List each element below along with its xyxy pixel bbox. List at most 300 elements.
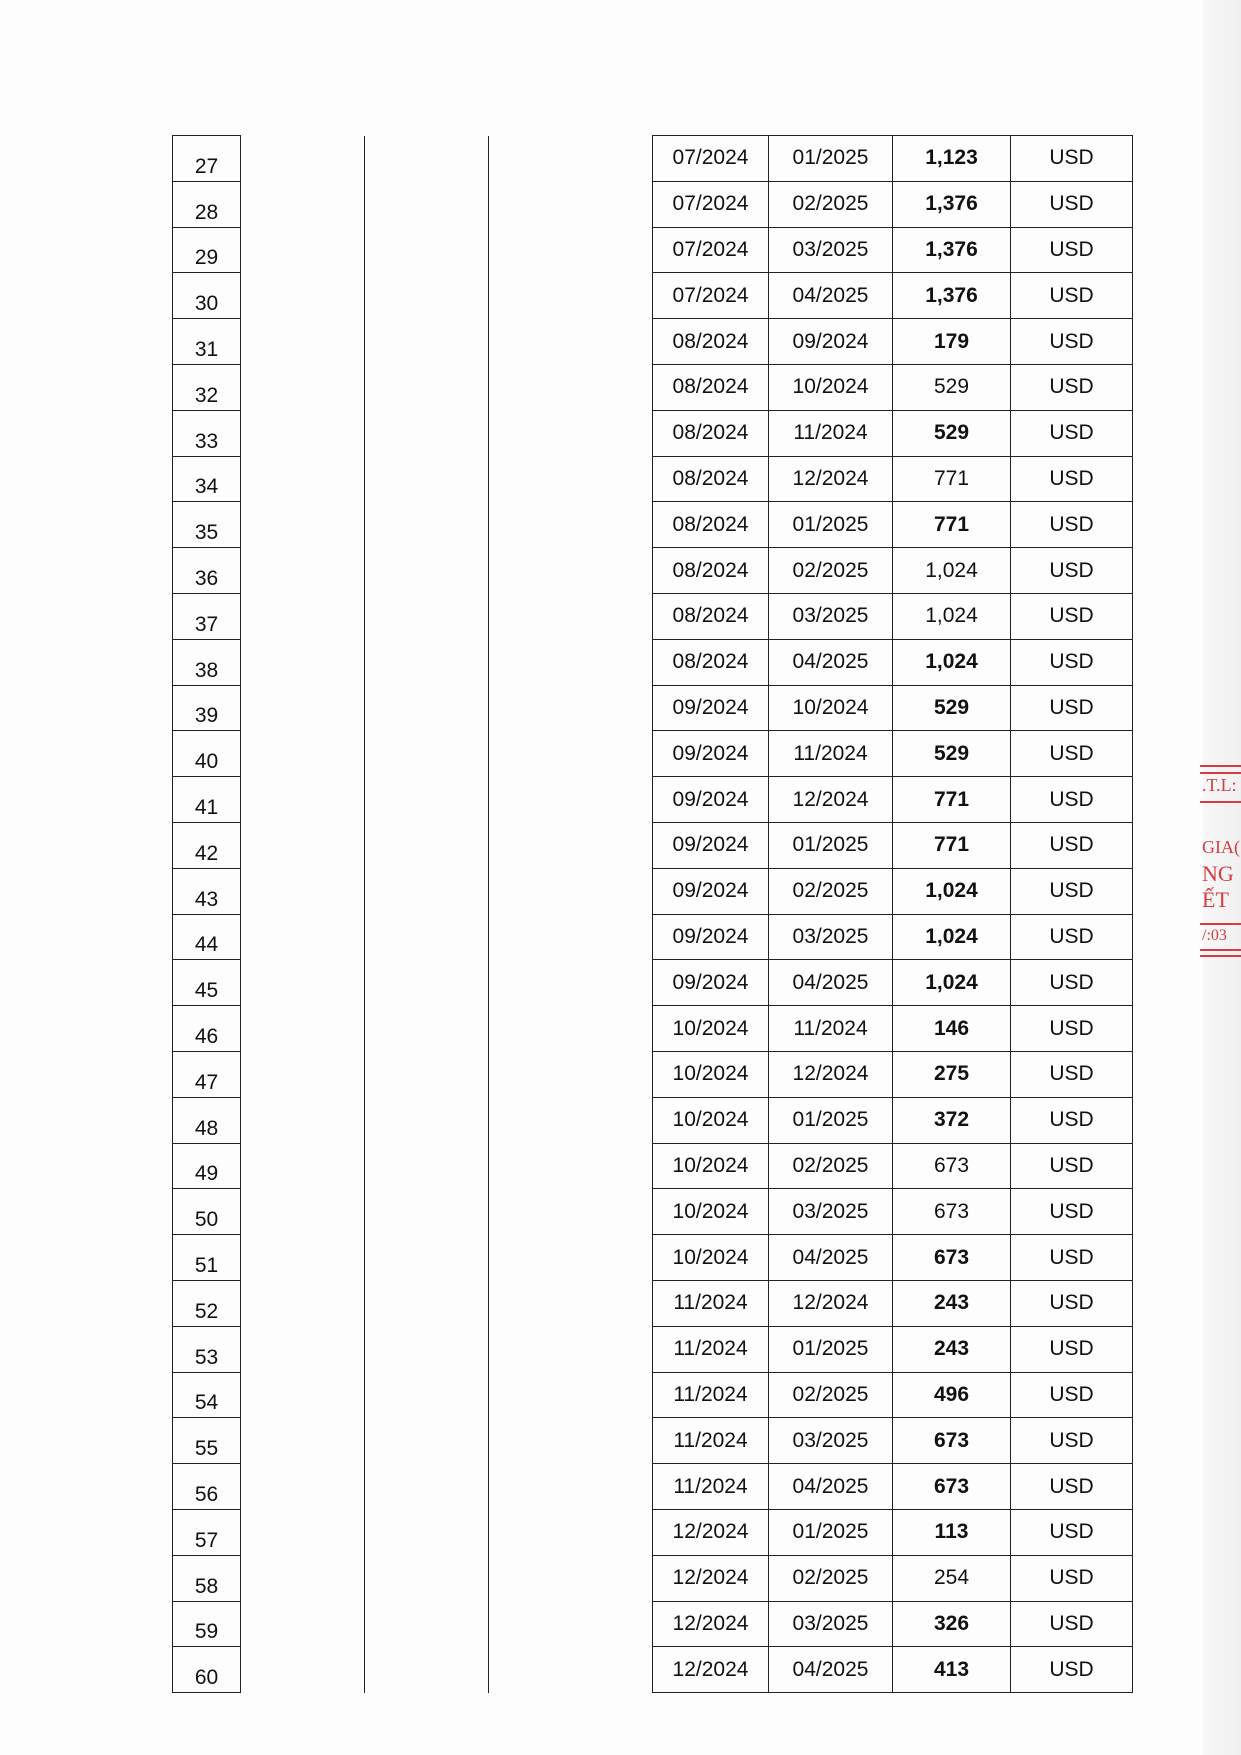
blank-cell <box>489 593 653 639</box>
start-month: 12/2024 <box>653 1601 769 1647</box>
start-month: 07/2024 <box>653 273 769 319</box>
blank-cell <box>241 410 365 456</box>
blank-cell <box>489 1464 653 1510</box>
row-number: 41 <box>173 777 241 823</box>
table-row <box>173 1235 1133 1281</box>
blank-cell <box>489 456 653 502</box>
blank-cell <box>489 1647 653 1693</box>
blank-cell <box>365 777 489 823</box>
amount: 1,123 <box>893 136 1011 182</box>
amount: 1,024 <box>893 593 1011 639</box>
blank-cell <box>365 1235 489 1281</box>
table-row <box>173 685 1133 731</box>
blank-cell <box>241 914 365 960</box>
end-month: 11/2024 <box>769 410 893 456</box>
table-row <box>173 777 1133 823</box>
row-number: 46 <box>173 1006 241 1052</box>
end-month: 03/2025 <box>769 227 893 273</box>
blank-cell <box>241 1097 365 1143</box>
currency: USD <box>1011 731 1133 777</box>
currency: USD <box>1011 1097 1133 1143</box>
company-seal-fragment <box>1200 765 1241 995</box>
seal-text-2: GIA( <box>1202 837 1240 857</box>
blank-cell <box>489 273 653 319</box>
blank-cell <box>241 1601 365 1647</box>
row-number: 58 <box>173 1555 241 1601</box>
blank-cell <box>365 822 489 868</box>
table-row <box>173 1464 1133 1510</box>
end-month: 04/2025 <box>769 1647 893 1693</box>
blank-cell <box>241 227 365 273</box>
start-month: 09/2024 <box>653 914 769 960</box>
blank-cell <box>365 1280 489 1326</box>
blank-cell <box>489 685 653 731</box>
table-row <box>173 502 1133 548</box>
currency: USD <box>1011 1555 1133 1601</box>
amount: 529 <box>893 685 1011 731</box>
end-month: 09/2024 <box>769 319 893 365</box>
table-row <box>173 1280 1133 1326</box>
table-row <box>173 1509 1133 1555</box>
blank-cell <box>489 822 653 868</box>
row-number: 40 <box>173 731 241 777</box>
currency: USD <box>1011 777 1133 823</box>
table-row <box>173 548 1133 594</box>
table-row <box>173 639 1133 685</box>
end-month: 03/2025 <box>769 593 893 639</box>
amount: 771 <box>893 777 1011 823</box>
amount: 673 <box>893 1464 1011 1510</box>
amount: 1,376 <box>893 181 1011 227</box>
table-row <box>173 960 1133 1006</box>
blank-cell <box>241 1051 365 1097</box>
amount: 1,024 <box>893 914 1011 960</box>
blank-cell <box>489 1280 653 1326</box>
start-month: 09/2024 <box>653 822 769 868</box>
start-month: 09/2024 <box>653 777 769 823</box>
row-number: 34 <box>173 456 241 502</box>
currency: USD <box>1011 1006 1133 1052</box>
currency: USD <box>1011 410 1133 456</box>
seal-text-3: NG <box>1202 861 1234 886</box>
end-month: 01/2025 <box>769 1097 893 1143</box>
blank-cell <box>241 1372 365 1418</box>
blank-cell <box>241 319 365 365</box>
row-number: 51 <box>173 1235 241 1281</box>
currency: USD <box>1011 1647 1133 1693</box>
currency: USD <box>1011 181 1133 227</box>
blank-cell <box>241 1464 365 1510</box>
amount: 1,024 <box>893 639 1011 685</box>
table-body <box>173 136 1133 1693</box>
start-month: 09/2024 <box>653 685 769 731</box>
amount: 529 <box>893 364 1011 410</box>
currency: USD <box>1011 1143 1133 1189</box>
blank-cell <box>489 868 653 914</box>
amount: 275 <box>893 1051 1011 1097</box>
table-row <box>173 1143 1133 1189</box>
blank-cell <box>365 319 489 365</box>
blank-cell <box>365 1509 489 1555</box>
end-month: 04/2025 <box>769 273 893 319</box>
row-number: 42 <box>173 822 241 868</box>
currency: USD <box>1011 1051 1133 1097</box>
end-month: 11/2024 <box>769 1006 893 1052</box>
end-month: 03/2025 <box>769 1418 893 1464</box>
currency: USD <box>1011 868 1133 914</box>
table-row <box>173 1097 1133 1143</box>
currency: USD <box>1011 914 1133 960</box>
blank-cell <box>365 960 489 1006</box>
table-row <box>173 1372 1133 1418</box>
table-row <box>173 1326 1133 1372</box>
blank-cell <box>241 1143 365 1189</box>
currency: USD <box>1011 227 1133 273</box>
currency: USD <box>1011 548 1133 594</box>
blank-cell <box>365 731 489 777</box>
start-month: 12/2024 <box>653 1555 769 1601</box>
end-month: 12/2024 <box>769 777 893 823</box>
end-month: 04/2025 <box>769 1464 893 1510</box>
row-number: 45 <box>173 960 241 1006</box>
blank-cell <box>489 1006 653 1052</box>
blank-cell <box>365 1372 489 1418</box>
start-month: 10/2024 <box>653 1097 769 1143</box>
blank-cell <box>489 1555 653 1601</box>
currency: USD <box>1011 822 1133 868</box>
blank-cell <box>241 685 365 731</box>
blank-cell <box>241 548 365 594</box>
blank-cell <box>489 960 653 1006</box>
start-month: 08/2024 <box>653 410 769 456</box>
row-number: 32 <box>173 364 241 410</box>
table-row <box>173 1006 1133 1052</box>
row-number: 56 <box>173 1464 241 1510</box>
blank-cell <box>241 364 365 410</box>
allocation-table <box>172 135 1133 1693</box>
amount: 673 <box>893 1189 1011 1235</box>
seal-text-1: .T.L: <box>1202 775 1237 795</box>
blank-cell <box>489 1097 653 1143</box>
start-month: 12/2024 <box>653 1509 769 1555</box>
end-month: 04/2025 <box>769 1235 893 1281</box>
blank-cell <box>489 136 653 182</box>
amount: 243 <box>893 1326 1011 1372</box>
table-row <box>173 273 1133 319</box>
blank-cell <box>241 1509 365 1555</box>
table-row <box>173 1189 1133 1235</box>
blank-cell <box>365 227 489 273</box>
currency: USD <box>1011 1280 1133 1326</box>
blank-cell <box>365 456 489 502</box>
row-number: 36 <box>173 548 241 594</box>
row-number: 53 <box>173 1326 241 1372</box>
amount: 1,376 <box>893 227 1011 273</box>
blank-cell <box>241 181 365 227</box>
row-number: 43 <box>173 868 241 914</box>
start-month: 12/2024 <box>653 1647 769 1693</box>
blank-cell <box>489 1143 653 1189</box>
end-month: 04/2025 <box>769 960 893 1006</box>
blank-cell <box>241 1555 365 1601</box>
blank-cell <box>241 1006 365 1052</box>
blank-cell <box>489 914 653 960</box>
start-month: 11/2024 <box>653 1280 769 1326</box>
currency: USD <box>1011 1509 1133 1555</box>
blank-cell <box>489 1189 653 1235</box>
currency: USD <box>1011 1326 1133 1372</box>
blank-cell <box>489 548 653 594</box>
table-row <box>173 227 1133 273</box>
blank-cell <box>365 1647 489 1693</box>
amount: 1,024 <box>893 960 1011 1006</box>
blank-cell <box>365 1051 489 1097</box>
end-month: 10/2024 <box>769 685 893 731</box>
blank-cell <box>365 273 489 319</box>
currency: USD <box>1011 364 1133 410</box>
currency: USD <box>1011 639 1133 685</box>
amount: 673 <box>893 1143 1011 1189</box>
blank-cell <box>365 914 489 960</box>
currency: USD <box>1011 273 1133 319</box>
end-month: 01/2025 <box>769 822 893 868</box>
amount: 1,024 <box>893 548 1011 594</box>
blank-cell <box>489 410 653 456</box>
row-number: 59 <box>173 1601 241 1647</box>
table-row <box>173 914 1133 960</box>
blank-cell <box>241 593 365 639</box>
blank-cell <box>365 1601 489 1647</box>
amount: 179 <box>893 319 1011 365</box>
table-row <box>173 1418 1133 1464</box>
start-month: 08/2024 <box>653 456 769 502</box>
blank-cell <box>365 593 489 639</box>
start-month: 07/2024 <box>653 181 769 227</box>
start-month: 09/2024 <box>653 868 769 914</box>
row-number: 31 <box>173 319 241 365</box>
seal-text-4: ẾT <box>1202 887 1229 912</box>
currency: USD <box>1011 1235 1133 1281</box>
currency: USD <box>1011 502 1133 548</box>
row-number: 48 <box>173 1097 241 1143</box>
blank-cell <box>489 1418 653 1464</box>
blank-cell <box>365 181 489 227</box>
end-month: 03/2025 <box>769 914 893 960</box>
currency: USD <box>1011 1464 1133 1510</box>
blank-cell <box>489 731 653 777</box>
table-row <box>173 1647 1133 1693</box>
blank-cell <box>241 960 365 1006</box>
row-number: 28 <box>173 181 241 227</box>
amount: 326 <box>893 1601 1011 1647</box>
end-month: 03/2025 <box>769 1601 893 1647</box>
blank-cell <box>489 1509 653 1555</box>
blank-cell <box>489 502 653 548</box>
amount: 771 <box>893 822 1011 868</box>
amount: 496 <box>893 1372 1011 1418</box>
row-number: 29 <box>173 227 241 273</box>
blank-cell <box>365 1006 489 1052</box>
amount: 771 <box>893 456 1011 502</box>
blank-cell <box>489 777 653 823</box>
currency: USD <box>1011 136 1133 182</box>
row-number: 38 <box>173 639 241 685</box>
table-row <box>173 319 1133 365</box>
blank-cell <box>489 1372 653 1418</box>
start-month: 10/2024 <box>653 1006 769 1052</box>
blank-cell <box>489 1326 653 1372</box>
amount: 113 <box>893 1509 1011 1555</box>
row-number: 49 <box>173 1143 241 1189</box>
blank-cell <box>241 273 365 319</box>
blank-cell <box>489 319 653 365</box>
start-month: 11/2024 <box>653 1418 769 1464</box>
blank-cell <box>241 639 365 685</box>
blank-cell <box>365 364 489 410</box>
start-month: 08/2024 <box>653 593 769 639</box>
end-month: 01/2025 <box>769 1509 893 1555</box>
currency: USD <box>1011 1372 1133 1418</box>
table-row <box>173 364 1133 410</box>
end-month: 02/2025 <box>769 1143 893 1189</box>
blank-cell <box>241 1280 365 1326</box>
blank-cell <box>365 1418 489 1464</box>
amount: 529 <box>893 731 1011 777</box>
table-row <box>173 1555 1133 1601</box>
seal-text-5: /:03 <box>1202 927 1227 944</box>
currency: USD <box>1011 319 1133 365</box>
blank-cell <box>241 456 365 502</box>
amount: 372 <box>893 1097 1011 1143</box>
currency: USD <box>1011 1418 1133 1464</box>
table-row <box>173 456 1133 502</box>
end-month: 04/2025 <box>769 639 893 685</box>
start-month: 10/2024 <box>653 1051 769 1097</box>
start-month: 07/2024 <box>653 227 769 273</box>
start-month: 08/2024 <box>653 364 769 410</box>
blank-cell <box>365 136 489 182</box>
end-month: 03/2025 <box>769 1189 893 1235</box>
blank-cell <box>365 410 489 456</box>
blank-cell <box>241 1418 365 1464</box>
start-month: 11/2024 <box>653 1372 769 1418</box>
amount: 413 <box>893 1647 1011 1693</box>
blank-cell <box>241 1647 365 1693</box>
amount: 529 <box>893 410 1011 456</box>
start-month: 08/2024 <box>653 639 769 685</box>
row-number: 60 <box>173 1647 241 1693</box>
blank-cell <box>241 1326 365 1372</box>
end-month: 01/2025 <box>769 1326 893 1372</box>
end-month: 02/2025 <box>769 548 893 594</box>
amount: 254 <box>893 1555 1011 1601</box>
blank-cell <box>241 1235 365 1281</box>
blank-cell <box>365 1555 489 1601</box>
start-month: 08/2024 <box>653 548 769 594</box>
amount: 1,376 <box>893 273 1011 319</box>
start-month: 08/2024 <box>653 502 769 548</box>
blank-cell <box>489 181 653 227</box>
amount: 146 <box>893 1006 1011 1052</box>
blank-cell <box>365 1189 489 1235</box>
start-month: 11/2024 <box>653 1464 769 1510</box>
row-number: 52 <box>173 1280 241 1326</box>
table-row <box>173 593 1133 639</box>
blank-cell <box>365 1326 489 1372</box>
table-row <box>173 136 1133 182</box>
start-month: 10/2024 <box>653 1189 769 1235</box>
end-month: 02/2025 <box>769 181 893 227</box>
amount: 673 <box>893 1418 1011 1464</box>
table-row <box>173 1051 1133 1097</box>
start-month: 09/2024 <box>653 960 769 1006</box>
table-row <box>173 822 1133 868</box>
end-month: 12/2024 <box>769 456 893 502</box>
end-month: 12/2024 <box>769 1280 893 1326</box>
blank-cell <box>241 136 365 182</box>
currency: USD <box>1011 960 1133 1006</box>
start-month: 11/2024 <box>653 1326 769 1372</box>
currency: USD <box>1011 1189 1133 1235</box>
amount: 1,024 <box>893 868 1011 914</box>
blank-cell <box>365 548 489 594</box>
row-number: 47 <box>173 1051 241 1097</box>
end-month: 01/2025 <box>769 502 893 548</box>
currency: USD <box>1011 685 1133 731</box>
table-row <box>173 410 1133 456</box>
amount: 771 <box>893 502 1011 548</box>
blank-cell <box>241 868 365 914</box>
table-row <box>173 1601 1133 1647</box>
row-number: 33 <box>173 410 241 456</box>
blank-cell <box>365 868 489 914</box>
row-number: 39 <box>173 685 241 731</box>
amount: 673 <box>893 1235 1011 1281</box>
blank-cell <box>241 502 365 548</box>
row-number: 50 <box>173 1189 241 1235</box>
table-row <box>173 181 1133 227</box>
currency: USD <box>1011 1601 1133 1647</box>
start-month: 10/2024 <box>653 1235 769 1281</box>
row-number: 55 <box>173 1418 241 1464</box>
blank-cell <box>365 502 489 548</box>
blank-cell <box>365 1097 489 1143</box>
end-month: 02/2025 <box>769 1555 893 1601</box>
row-number: 30 <box>173 273 241 319</box>
end-month: 12/2024 <box>769 1051 893 1097</box>
blank-cell <box>489 1235 653 1281</box>
start-month: 07/2024 <box>653 136 769 182</box>
start-month: 10/2024 <box>653 1143 769 1189</box>
blank-cell <box>241 777 365 823</box>
blank-cell <box>241 731 365 777</box>
row-number: 44 <box>173 914 241 960</box>
blank-cell <box>365 1464 489 1510</box>
blank-cell <box>489 1601 653 1647</box>
blank-cell <box>365 1143 489 1189</box>
amount: 243 <box>893 1280 1011 1326</box>
row-number: 35 <box>173 502 241 548</box>
start-month: 08/2024 <box>653 319 769 365</box>
blank-cell <box>489 639 653 685</box>
blank-cell <box>365 685 489 731</box>
blank-cell <box>489 364 653 410</box>
row-number: 37 <box>173 593 241 639</box>
currency: USD <box>1011 456 1133 502</box>
end-month: 02/2025 <box>769 1372 893 1418</box>
blank-cell <box>489 227 653 273</box>
blank-cell <box>489 1051 653 1097</box>
